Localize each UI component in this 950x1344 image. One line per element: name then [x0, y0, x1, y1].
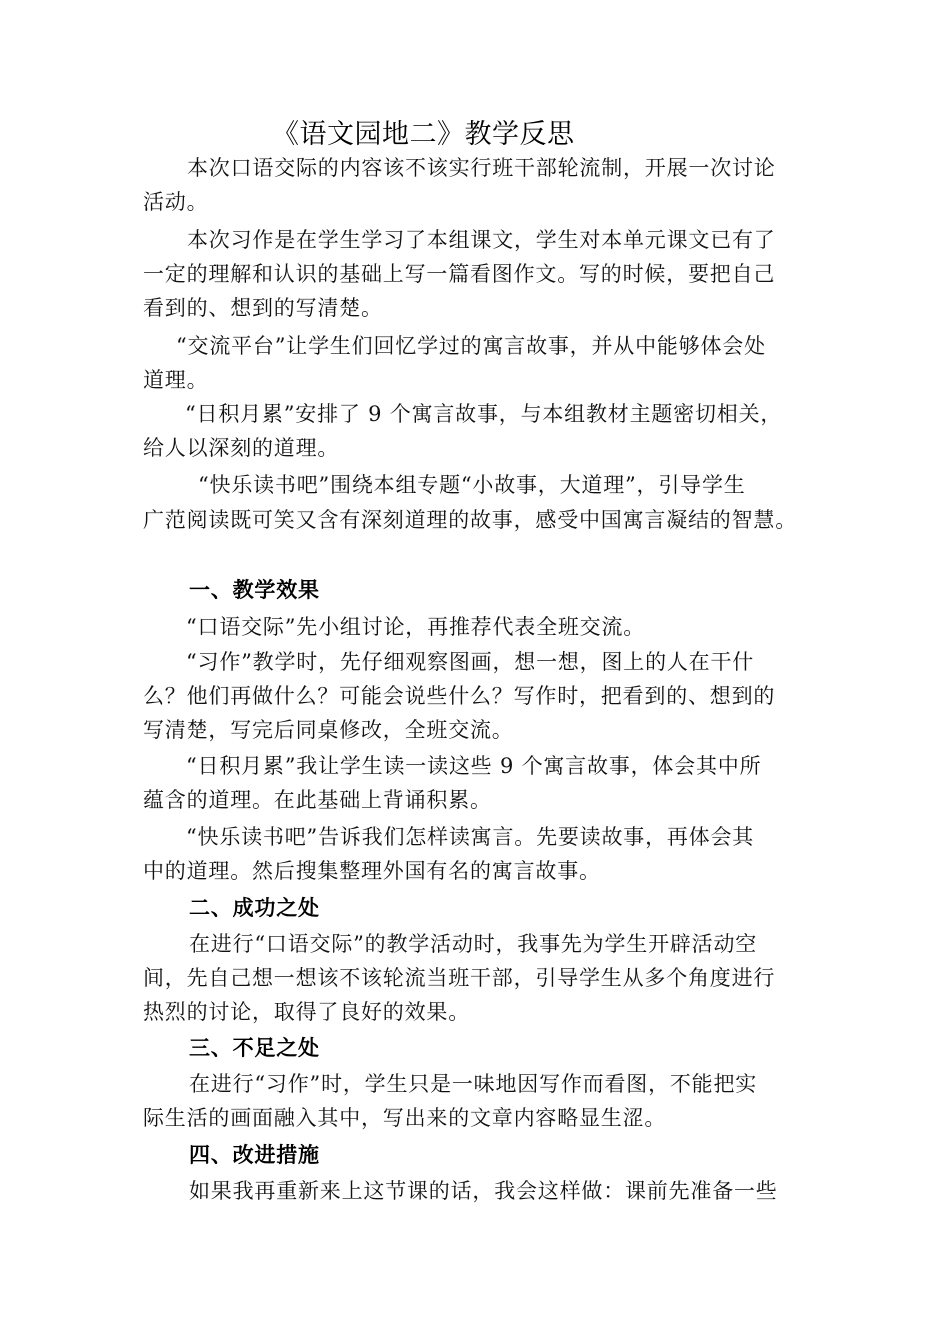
section2-line-1: 在进行“口语交际”的教学活动时，我事先为学生开辟活动空: [189, 932, 758, 956]
intro-line-4: 一定的理解和认识的基础上写一篇看图作文。写的时候，要把自己: [143, 262, 776, 286]
intro-line-7: 道理。: [143, 368, 209, 392]
section-heading-1: 一、教学效果: [189, 577, 320, 602]
section-heading-4: 四、改进措施: [189, 1142, 320, 1167]
section-heading-3: 三、不足之处: [189, 1035, 320, 1060]
section1-line-4: 写清楚，写完后同桌修改，全班交流。: [143, 718, 514, 742]
section1-line-1: “口语交际”先小组讨论，再推荐代表全班交流。: [186, 615, 646, 639]
section1-line-2: “习作”教学时，先仔细观察图画，想一想，图上的人在干什: [186, 650, 755, 674]
intro-line-5: 看到的、想到的写清楚。: [143, 296, 383, 320]
document-title: 《语文园地二》教学反思: [272, 119, 575, 150]
section2-line-3: 热烈的讨论，取得了良好的效果。: [143, 1000, 470, 1024]
section2-line-2: 间，先自己想一想该不该轮流当班干部，引导学生从多个角度进行: [143, 966, 776, 990]
intro-line-10: “快乐读书吧”围绕本组专题“小故事，大道理”，引导学生: [198, 473, 746, 497]
section3-line-2: 际生活的画面融入其中，写出来的文章内容略显生涩。: [143, 1106, 667, 1130]
intro-line-6: “交流平台”让学生们回忆学过的寓言故事，并从中能够体会处: [176, 334, 766, 358]
intro-line-9: 给人以深刻的道理。: [143, 436, 340, 460]
intro-line-3: 本次习作是在学生学习了本组课文，学生对本单元课文已有了: [187, 228, 776, 252]
section1-line-5: “日积月累”我让学生读一读这些 9 个寓言故事，体会其中所: [186, 754, 762, 778]
intro-line-1: 本次口语交际的内容该不该实行班干部轮流制，开展一次讨论: [187, 156, 776, 180]
section4-line-1: 如果我再重新来上这节课的话，我会这样做：课前先准备一些: [189, 1179, 778, 1203]
section1-line-3: 么？他们再做什么？可能会说些什么？写作时，把看到的、想到的: [143, 684, 776, 708]
section3-line-1: 在进行“习作”时，学生只是一味地因写作而看图，不能把实: [189, 1072, 758, 1096]
section1-line-6: 蕴含的道理。在此基础上背诵积累。: [143, 788, 492, 812]
intro-line-2: 活动。: [143, 190, 209, 214]
section1-line-8: 中的道理。然后搜集整理外国有名的寓言故事。: [143, 859, 601, 883]
intro-line-8: “日积月累”安排了 9 个寓言故事，与本组教材主题密切相关，: [185, 402, 783, 426]
section1-line-7: “快乐读书吧”告诉我们怎样读寓言。先要读故事，再体会其: [186, 825, 755, 849]
section-heading-2: 二、成功之处: [189, 895, 320, 920]
intro-line-11: 广范阅读既可笑又含有深刻道理的故事，感受中国寓言凝结的智慧。: [143, 508, 797, 532]
